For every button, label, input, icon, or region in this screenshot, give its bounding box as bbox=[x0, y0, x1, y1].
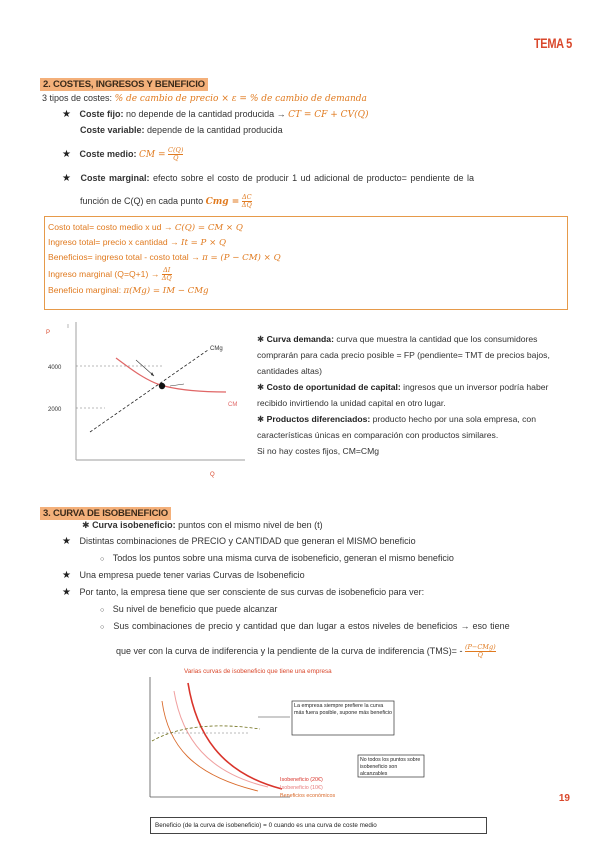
definition-label: Productos diferenciados: bbox=[266, 414, 371, 424]
asterisk-bullet-icon: ✱ bbox=[257, 334, 265, 344]
isobeneficio-curve-20 bbox=[188, 683, 282, 789]
sub-bullet-combinaciones-line2 bbox=[116, 644, 496, 659]
formula-row-formula: It = P × Q bbox=[181, 238, 227, 248]
cm-label: CM bbox=[228, 402, 238, 408]
formula-row-text: Costo total= costo medio x ud → bbox=[48, 222, 173, 232]
formula-row-text: Beneficio marginal: bbox=[48, 285, 122, 295]
equilibrium-point bbox=[159, 383, 165, 389]
asterisk-bullet-icon: ✱ bbox=[257, 382, 265, 392]
bullet-coste-fijo bbox=[62, 108, 368, 122]
coste-marginal-text1: efecto sobre el costo de producir 1 ud adicional de producto= pendiente de la bbox=[153, 173, 474, 183]
cmg-label: CMg bbox=[210, 346, 223, 352]
tms-fraction bbox=[465, 644, 496, 659]
asterisk-bullet-icon: ✱ bbox=[82, 520, 90, 530]
sub-bullet-text: que ver con la curva de indiferencia y la pendiente de la curva de indiferencia (TMS)= - bbox=[116, 645, 463, 656]
star-bullet-icon: ★ bbox=[62, 570, 71, 581]
sub-bullet-text: Todos los puntos sobre una misma curva de isobeneficio, generan el mismo beneficio bbox=[112, 553, 454, 563]
coste-marginal-denominator: ΔQ bbox=[241, 201, 252, 209]
coste-marginal-label: Coste marginal: bbox=[80, 173, 150, 183]
definition-note: Si no hay costes fijos, CM=CMg bbox=[257, 446, 380, 456]
definition-productos-diferenciados bbox=[257, 411, 569, 443]
cost-curves-graph bbox=[40, 322, 250, 482]
isobeneficio-definition bbox=[82, 519, 323, 532]
cmg-curve bbox=[90, 350, 208, 432]
note-prefiere-text: La empresa siempre prefiere la curva más fuera posible, supone más beneficio bbox=[294, 703, 392, 716]
bullet-text: Por tanto, la empresa tiene que ser consciente de sus curvas de isobeneficio para ver: bbox=[79, 587, 425, 597]
sub-bullet-todos bbox=[100, 552, 454, 566]
note-alcanzables-text: No todos los puntos sobre isobeneficio son alcanzables bbox=[360, 757, 421, 777]
isobeneficio-curve-10 bbox=[174, 691, 268, 787]
formula-row-costo-total bbox=[45, 220, 567, 235]
star-bullet-icon: ★ bbox=[62, 148, 71, 160]
coste-marginal-lhs: Cmg = bbox=[205, 196, 240, 207]
tms-numerator: (P−CMg) bbox=[464, 643, 496, 651]
ingreso-marginal-fraction bbox=[162, 267, 172, 282]
isobeneficio-text: puntos con el mismo nivel de ben (t) bbox=[178, 520, 323, 530]
x-axis-label: Q bbox=[210, 472, 215, 478]
arrowhead-icon bbox=[151, 372, 154, 376]
coste-medio-lhs: CM = bbox=[139, 149, 166, 160]
asterisk-bullet-icon: ✱ bbox=[257, 414, 265, 424]
intro-formula: % de cambio de precio × ε = % de cambio de demanda bbox=[114, 94, 367, 104]
bottom-note: Beneficio (de la curva de isobeneficio) = 0 cuando es una curva de coste medio bbox=[150, 817, 487, 834]
bullet-coste-variable bbox=[80, 124, 283, 137]
sub-bullet-text: Su nivel de beneficio que puede alcanzar bbox=[112, 604, 278, 614]
note-alcanzables bbox=[360, 757, 424, 777]
formulas-box bbox=[44, 216, 568, 310]
coste-marginal-numerator: ΔC bbox=[241, 193, 252, 201]
topic-label: TEMA 5 bbox=[533, 36, 572, 52]
y-tick-4000: 4000 bbox=[48, 365, 62, 371]
ingreso-marginal-denominator: ΔQ bbox=[161, 274, 172, 283]
demand-curve bbox=[152, 726, 260, 741]
definition-costo-oportunidad bbox=[257, 379, 569, 411]
definitions-block bbox=[257, 331, 569, 459]
coste-marginal-text2: función de C(Q) en cada punto bbox=[80, 195, 204, 206]
definition-text: curva que muestra la cantidad que los consumidores comprarán para cada precio posible = FP (pendiente= TMT de precios bajos, cantidades altas) bbox=[257, 334, 550, 376]
page-number: 19 bbox=[558, 793, 570, 804]
sub-bullet-combinaciones bbox=[100, 620, 568, 634]
coste-fijo-formula: CT = CF + CV(Q) bbox=[288, 110, 369, 120]
circle-bullet-icon: ○ bbox=[100, 607, 105, 614]
definition-curva-demanda bbox=[257, 331, 569, 379]
formula-row-ingreso-total bbox=[45, 235, 567, 250]
formula-row-formula: C(Q) = CM × Q bbox=[174, 223, 243, 233]
coste-marginal-line2 bbox=[80, 194, 252, 209]
formula-row-text: Beneficios= ingreso total - costo total → bbox=[48, 252, 200, 262]
bullet-distintas bbox=[62, 535, 416, 548]
coste-fijo-text: no depende de la cantidad producida → bbox=[126, 109, 286, 119]
definition-label: Costo de oportunidad de capital: bbox=[266, 382, 401, 392]
section-3-title: 3. CURVA DE ISOBENEFICIO bbox=[40, 507, 171, 520]
formula-row-formula: π = (P − CM) × Q bbox=[202, 253, 281, 263]
coste-variable-label: Coste variable: bbox=[80, 125, 145, 135]
formula-row-beneficio-marginal bbox=[45, 283, 567, 298]
legend-isobeneficio-10: Isobeneficio (10€) bbox=[280, 785, 323, 791]
formula-row-formula: π(Mg) = IM − CMg bbox=[123, 286, 209, 296]
bullet-text: Distintas combinaciones de PRECIO y CANTIDAD que generan el MISMO beneficio bbox=[79, 536, 416, 546]
y-tick-2000: 2000 bbox=[48, 407, 62, 413]
circle-bullet-icon: ○ bbox=[100, 556, 105, 563]
isobeneficio-graph bbox=[140, 663, 440, 813]
sub-bullet-text: Sus combinaciones de precio y cantidad que dan lugar a estos niveles de beneficios → eso tiene bbox=[113, 621, 510, 631]
definition-text: producto hecho por una sola empresa, con características únicas en comparación con productos similares. bbox=[257, 414, 536, 440]
intro-prefix: 3 tipos de costes: bbox=[42, 93, 113, 103]
section-2-title: 2. COSTES, INGRESOS Y BENEFICIO bbox=[40, 78, 208, 91]
circle-bullet-icon: ○ bbox=[100, 624, 105, 631]
definition-label: Curva demanda: bbox=[266, 334, 334, 344]
coste-variable-text: depende de la cantidad producida bbox=[147, 125, 283, 135]
star-bullet-icon: ★ bbox=[62, 109, 71, 120]
coste-medio-denominator: Q bbox=[173, 154, 179, 162]
sub-bullet-nivel bbox=[100, 603, 277, 617]
note-prefiere bbox=[294, 703, 394, 735]
coste-marginal-fraction bbox=[242, 194, 252, 209]
graph-title: Varias curvas de isobeneficio que tiene una empresa bbox=[184, 668, 332, 675]
bullet-coste-marginal bbox=[62, 172, 568, 185]
beneficios-economicos-curve bbox=[162, 701, 258, 791]
axis-p-mark: P bbox=[46, 330, 51, 336]
star-bullet-icon: ★ bbox=[62, 173, 71, 184]
coste-fijo-label: Coste fijo: bbox=[79, 109, 124, 119]
formula-row-text: Ingreso total= precio x cantidad → bbox=[48, 237, 179, 247]
bullet-varias-curvas bbox=[62, 569, 305, 582]
ingreso-marginal-numerator: ΔI bbox=[163, 266, 171, 275]
coste-medio-fraction bbox=[168, 147, 183, 162]
intro-line bbox=[42, 92, 367, 106]
legend-isobeneficio-20: Isobeneficio (20€) bbox=[280, 777, 323, 783]
legend-beneficios-economicos: Beneficios económicos bbox=[280, 793, 336, 799]
formula-row-ingreso-marginal bbox=[45, 265, 567, 283]
bullet-text: Una empresa puede tener varias Curvas de Isobeneficio bbox=[79, 570, 305, 580]
bullet-coste-medio bbox=[62, 147, 183, 162]
cm-curve bbox=[116, 358, 226, 392]
formula-row-beneficios bbox=[45, 250, 567, 265]
bullet-por-tanto bbox=[62, 586, 424, 599]
isobeneficio-label: Curva isobeneficio: bbox=[92, 520, 176, 530]
star-bullet-icon: ★ bbox=[62, 587, 71, 598]
star-bullet-icon: ★ bbox=[62, 536, 71, 547]
coste-medio-numerator: C(Q) bbox=[168, 146, 184, 154]
tms-denominator: Q bbox=[477, 651, 483, 659]
coste-medio-label: Coste medio: bbox=[79, 148, 137, 159]
definition-text: ingresos que un inversor podría haber recibido invirtiendo la unidad capital en otro lugar. bbox=[257, 382, 549, 408]
formula-row-text: Ingreso marginal (Q=Q+1) → bbox=[48, 269, 160, 279]
pointer-arrow bbox=[170, 384, 184, 386]
